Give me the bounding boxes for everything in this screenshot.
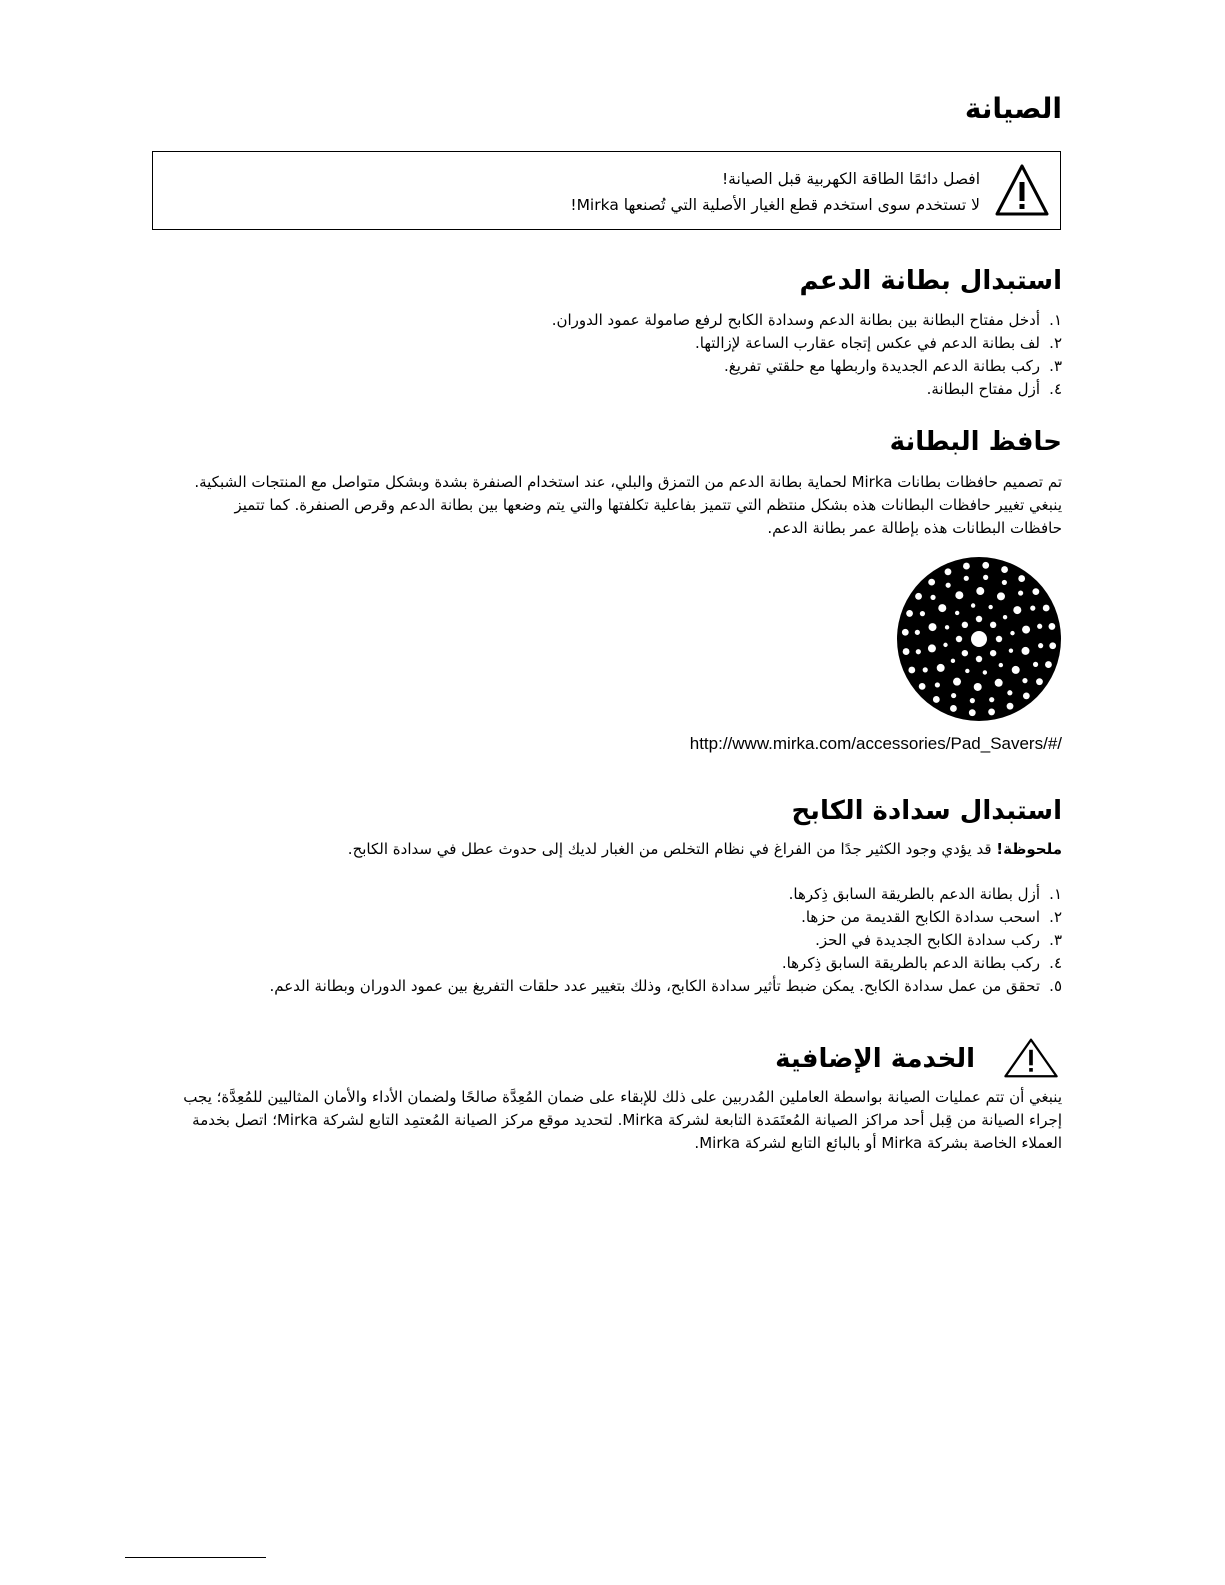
brake-seal-steps bbox=[162, 883, 1062, 998]
page-title: الصيانة bbox=[964, 92, 1062, 125]
pad-saver-disc-image bbox=[897, 557, 1061, 721]
list-item: ٢.اسحب سدادة الكابح القديمة من حزها. bbox=[801, 908, 1062, 926]
warning-triangle-icon bbox=[994, 162, 1050, 218]
warning-triangle-icon-2 bbox=[1000, 1037, 1062, 1079]
note-text: قد يؤدي وجود الكثير جدًا من الفراغ في نظام التخلص من الغبار لديك إلى حدوث عطل في سدادة الكابح. bbox=[347, 840, 997, 858]
warning-box bbox=[152, 151, 1061, 230]
pad-saver-link[interactable]: http://www.mirka.com/accessories/Pad_Savers/#/ bbox=[689, 734, 1062, 753]
pad-replace-steps bbox=[162, 309, 1062, 401]
brake-seal-note bbox=[182, 838, 1062, 861]
section-heading-brake-seal: استبدال سدادة الكابح bbox=[791, 796, 1062, 826]
list-item: ١.أزل بطانة الدعم بالطريقة السابق ذِكرها. bbox=[788, 885, 1062, 903]
section-heading-pad-replace: استبدال بطانة الدعم bbox=[799, 266, 1062, 296]
list-item: ٣.ركب بطانة الدعم الجديدة واربطها مع حلقتي تفريغ. bbox=[724, 357, 1062, 375]
warning-line-1: افصل دائمًا الطاقة الكهربية قبل الصيانة! bbox=[721, 170, 980, 188]
section-heading-pad-saver: حافظ البطانة bbox=[889, 427, 1062, 457]
warning-text bbox=[570, 166, 980, 218]
pad-saver-paragraph: تم تصميم حافظات بطانات Mirka لحماية بطانة الدعم من التمزق والبلي، عند استخدام الصنفرة بشدة وبشكل متواصل مع المنتجات الشبكية. ينبغي تغيير حافظات البطانات هذه بشكل منتظم التي تتميز بفاعلية تكلفتها والتي يتم وضعها بين بطانة الدعم وقرص الصنفرة. كما تتميز حافظات البطانات هذه بإطالة عمر بطانة الدعم. bbox=[194, 473, 1062, 537]
list-item: ٥.تحقق من عمل سدادة الكابح. يمكن ضبط تأثير سدادة الكابح، وذلك بتغيير عدد حلقات التفريغ بين عمود الدوران وبطانة الدعم. bbox=[269, 977, 1062, 995]
list-item: ٢.لف بطانة الدعم في عكس إتجاه عقارب الساعة لإزالتها. bbox=[694, 334, 1062, 352]
extra-service-paragraph: ينبغي أن تتم عمليات الصيانة بواسطة العاملين المُدربين على ذلك للإبقاء على ضمان المُعِدَّة صالحًا ولضمان الأداء والأمان المثاليين للمُعِدَّة؛ يجب إجراء الصيانة من قِبل أحد مراكز الصيانة المُعتَمَدة التابعة لشركة Mirka. لتحديد موقع مركز الصيانة المُعتمِد التابع لشركة Mirka؛ اتصل بخدمة العملاء الخاصة بشركة Mirka أو بالبائع التابع لشركة Mirka. bbox=[183, 1088, 1062, 1152]
list-item: ٤.ركب بطانة الدعم بالطريقة السابق ذِكرها. bbox=[781, 954, 1062, 972]
warning-line-2: لا تستخدم سوى استخدم قطع الغيار الأصلية التي تُصنعها Mirka! bbox=[570, 196, 980, 214]
list-item: ٣.ركب سدادة الكابح الجديدة في الحز. bbox=[815, 931, 1062, 949]
note-label: ملحوظة! bbox=[996, 840, 1062, 858]
section-heading-extra-service: الخدمة الإضافية bbox=[775, 1044, 975, 1074]
list-item: ١.أدخل مفتاح البطانة بين بطانة الدعم وسدادة الكابح لرفع صامولة عمود الدوران. bbox=[551, 311, 1062, 329]
footnote-divider bbox=[125, 1557, 266, 1558]
list-item: ٤.أزل مفتاح البطانة. bbox=[926, 380, 1062, 398]
